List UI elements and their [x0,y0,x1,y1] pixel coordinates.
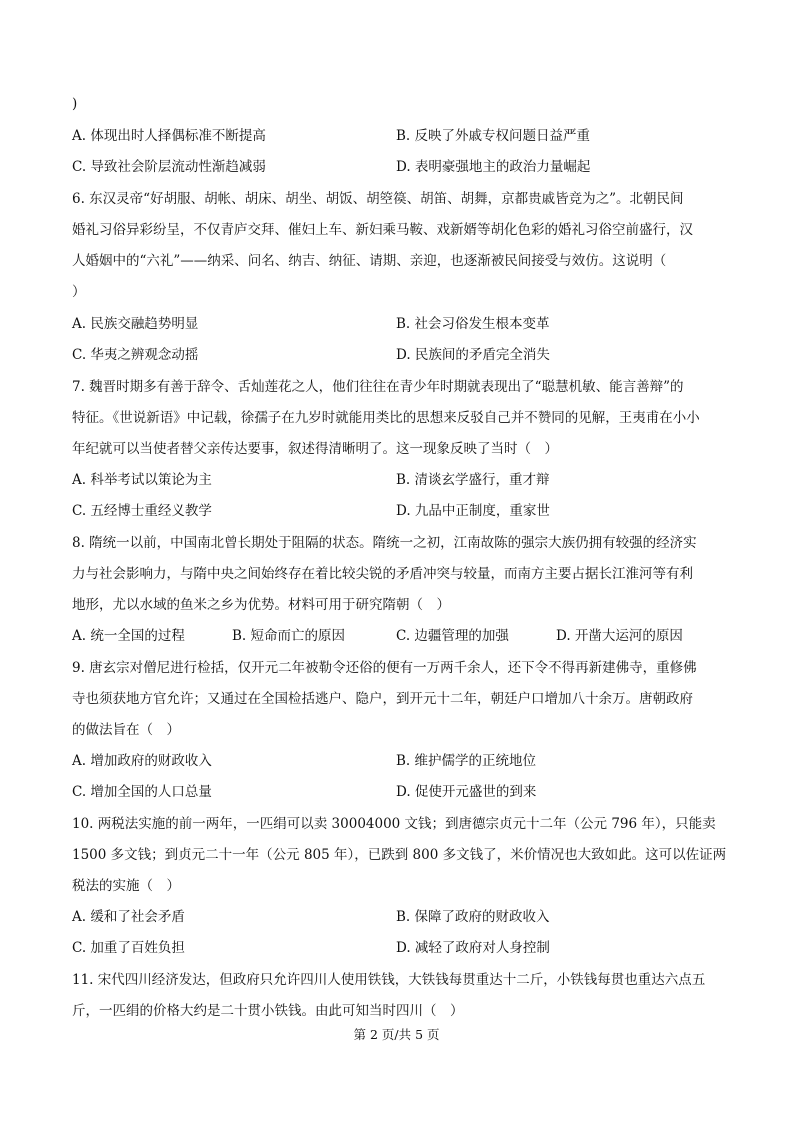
q8-stem-line3: 地形，尤以水域的鱼米之乡为优势。材料可用于研究隋朝（ ） [72,597,450,613]
q7-stem-line2: 特征。《世说新语》中记载，徐孺子在九岁时就能用类比的思想来反驳自己并不赞同的见解，王夷甫在小小 [72,410,700,426]
q7-option-c: C. 五经博士重经义教学 [72,503,212,519]
q9-stem-line2: 寺也须获地方官允许；又通过在全国检括逃户、隐户，到开元十二年，朝廷户口增加八十余万。唐朝政府 [72,691,693,707]
q6-stem-line3: 人婚姻中的“六礼”——纳采、问名、纳吉、纳征、请期、亲迎，也逐渐被民间接受与效仿。这说明（ [72,253,667,269]
q8-stem-line1: 8. 隋统一以前，中国南北曾长期处于阻隔的状态。隋统一之初，江南故陈的强宗大族仍拥有较强的经济实 [72,535,697,551]
q8-option-b: B. 短命而亡的原因 [232,628,346,644]
q6-stem-line4: ） [72,284,86,300]
q8-option-a: A. 统一全国的过程 [72,628,185,644]
q6-option-b: B. 社会习俗发生根本变革 [396,316,550,332]
q5-stem-tail: ) [72,96,78,112]
q11-stem-line2: 斤，一匹绢的价格大约是二十贯小铁钱。由此可知当时四川（ ） [72,1003,464,1019]
q10-stem-line1: 10. 两税法实施的前一两年，一匹绢可以卖 30004000 文钱；到唐德宗贞元十二年（公元 796 年），只能卖 [72,816,716,832]
q10-option-a: A. 缓和了社会矛盾 [72,909,185,925]
q8-option-c: C. 边疆管理的加强 [396,628,509,644]
q9-option-c: C. 增加全国的人口总量 [72,784,212,800]
q10-option-c: C. 加重了百姓负担 [72,940,185,956]
q6-option-a: A. 民族交融趋势明显 [72,316,199,332]
q5-option-a: A. 体现出时人择偶标准不断提高 [72,128,266,144]
q6-option-c: C. 华夷之辨观念动摇 [72,347,199,363]
q5-option-b: B. 反映了外戚专权问题日益严重 [396,128,591,144]
q7-option-d: D. 九品中正制度，重家世 [396,503,550,519]
q5-option-c: C. 导致社会阶层流动性渐趋减弱 [72,159,266,175]
q9-option-a: A. 增加政府的财政收入 [72,753,212,769]
q10-stem-line3: 税法的实施（ ） [72,878,180,894]
q9-stem-line3: 的做法旨在（ ） [72,722,180,738]
q8-stem-line2: 力与社会影响力，与隋中央之间始终存在着比较尖锐的矛盾冲突与较量，而南方主要占据长江淮河等有利 [72,566,693,582]
q8-option-d: D. 开凿大运河的原因 [556,628,683,644]
q6-stem-line2: 婚礼习俗异彩纷呈，不仅青庐交拜、催妇上车、新妇乘马鞍、戏新婿等胡化色彩的婚礼习俗空前盛行，汉 [72,222,693,238]
q7-option-a: A. 科举考试以策论为主 [72,472,212,488]
q9-option-b: B. 维护儒学的正统地位 [396,753,537,769]
q10-option-d: D. 减轻了政府对人身控制 [396,940,550,956]
q6-stem-line1: 6. 东汉灵帝“好胡服、胡帐、胡床、胡坐、胡饭、胡箜篌、胡笛、胡舞，京都贵戚皆竞为之”。北朝民间 [72,191,684,207]
q9-stem-line1: 9. 唐玄宗对僧尼进行检括，仅开元二年被勒令还俗的便有一万两千余人，还下令不得再新建佛寺，重修佛 [72,660,697,676]
q11-stem-line1: 11. 宋代四川经济发达，但政府只允许四川人使用铁钱，大铁钱每贯重达十二斤，小铁钱每贯也重达六点五 [72,972,706,988]
q5-option-d: D. 表明豪强地主的政治力量崛起 [396,159,591,175]
q10-stem-line2: 1500 多文钱；到贞元二十一年（公元 805 年），已跌到 800 多文钱了，米价情况也大致如此。这可以佐证两 [72,847,727,863]
q10-option-b: B. 保障了政府的财政收入 [396,909,550,925]
q7-stem-line1: 7. 魏晋时期多有善于辞令、舌灿莲花之人，他们往往在青少年时期就表现出了“聪慧机敏、能言善辩”的 [72,379,684,395]
q7-stem-line3: 年纪就可以当使者替父亲传达要事，叙述得清晰明了。这一现象反映了当时（ ） [72,441,558,457]
q9-option-d: D. 促使开元盛世的到来 [396,784,537,800]
q7-option-b: B. 清谈玄学盛行，重才辩 [396,472,550,488]
q6-option-d: D. 民族间的矛盾完全消失 [396,347,550,363]
page-footer: 第 2 页/共 5 页 [353,1027,440,1042]
